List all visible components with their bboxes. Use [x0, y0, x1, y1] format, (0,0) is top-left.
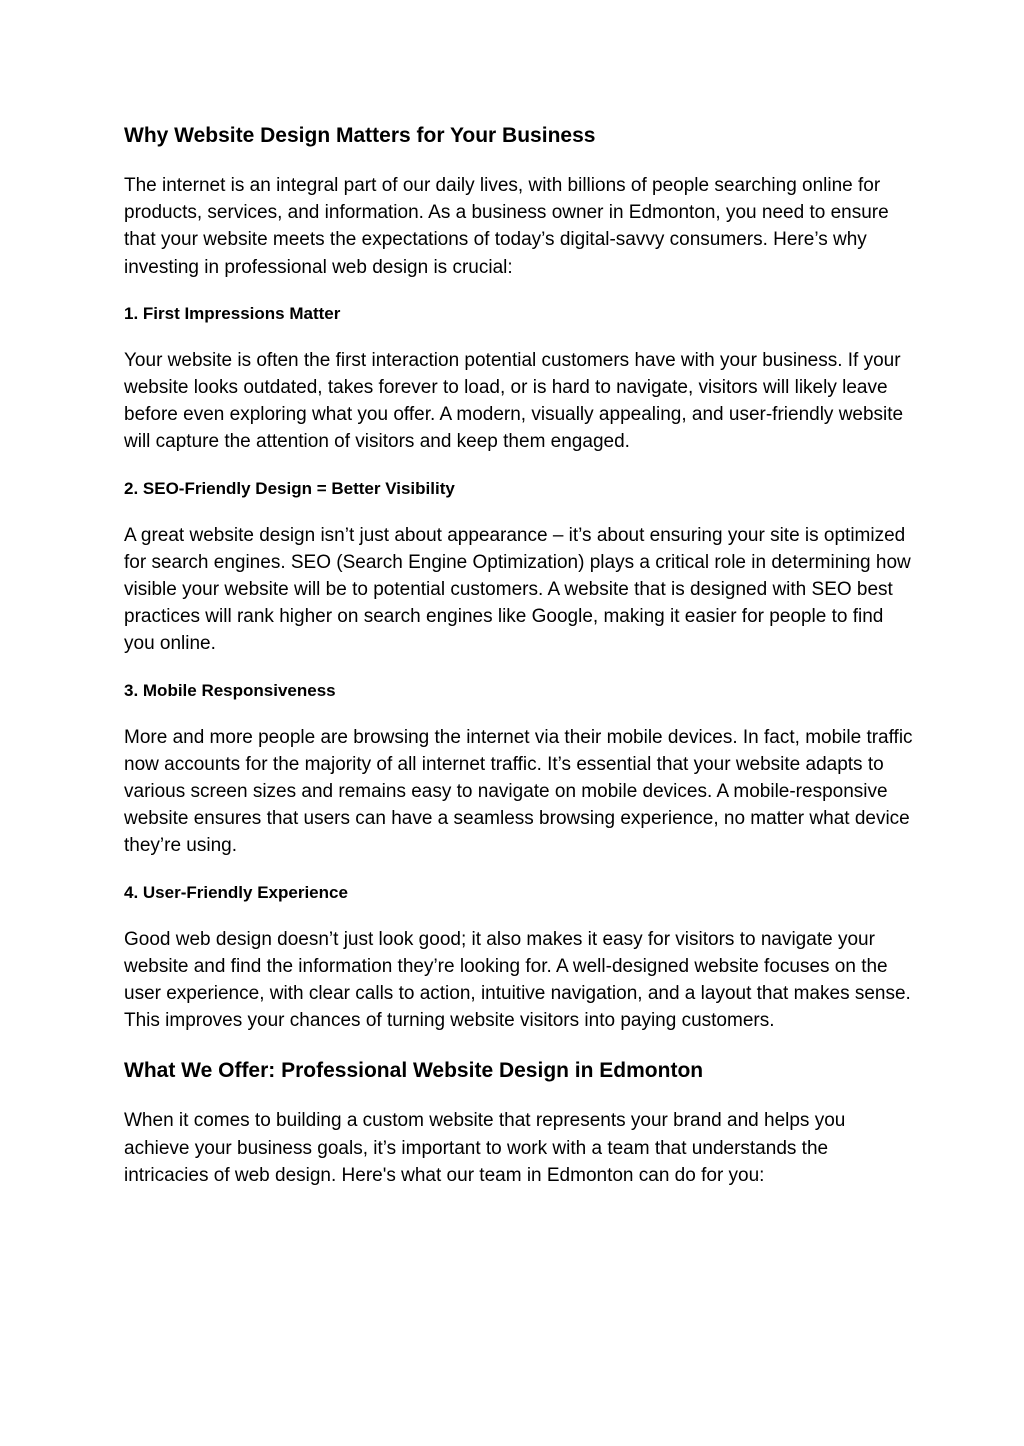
subheading-mobile-responsiveness: 3. Mobile Responsiveness [124, 680, 336, 700]
paragraph-first-impressions: Your website is often the first interaction potential customers have with your business. If your website looks outdated, takes forever to load, or is hard to navigate, visitors will likely leave before even exploring what you offer. A modern, visually appealing, and user-friendly website will capture the attention of visitors and keep them engaged. [124, 349, 904, 453]
section-seo-friendly [124, 477, 914, 658]
paragraph-mobile-responsiveness: More and more people are browsing the internet via their mobile devices. In fact, mobile traffic now accounts for the majority of all internet traffic. It’s essential that your website adapts to various screen sizes and remains easy to navigate on mobile devices. A mobile-responsive website ensures that users can have a seamless browsing experience, no matter what device they’re using. [124, 726, 913, 857]
subheading-seo-friendly: 2. SEO-Friendly Design = Better Visibility [124, 478, 455, 498]
subheading-user-friendly: 4. User-Friendly Experience [124, 882, 348, 902]
section-title-why-design: Why Website Design Matters for Your Business [124, 124, 596, 147]
intro-paragraph: The internet is an integral part of our daily lives, with billions of people searching online for products, services, and information. As a business owner in Edmonton, you need to ensure that your website meets the expectations of today’s digital-savvy consumers. Here’s why investing in professional web design is crucial: [124, 175, 889, 278]
section-mobile-responsiveness [124, 679, 914, 860]
section-first-impressions [124, 302, 914, 456]
document-page [124, 120, 914, 1189]
section-user-friendly [124, 881, 914, 1035]
paragraph-seo-friendly: A great website design isn’t just about appearance – it’s about ensuring your site is optimized for search engines. SEO (Search Engine Optimization) plays a critical role in determining how visible your website will be to potential customers. A website that is designed with SEO best practices will rank higher on search engines like Google, making it easier for people to find you online. [124, 524, 911, 655]
section-title-what-we-offer: What We Offer: Professional Website Design in Edmonton [124, 1059, 704, 1083]
paragraph-user-friendly: Good web design doesn’t just look good; it also makes it easy for visitors to navigate your website and find the information they’re looking for. A well-designed website focuses on the user experience, with clear calls to action, intuitive navigation, and a layout that makes sense. This improves your chances of turning website visitors into paying customers. [124, 928, 911, 1032]
subheading-first-impressions: 1. First Impressions Matter [124, 303, 341, 323]
closing-paragraph: When it comes to building a custom website that represents your brand and helps you achieve your business goals, it’s important to work with a team that understands the intricacies of web design. Here's what our team in Edmonton can do for you: [124, 1110, 846, 1186]
